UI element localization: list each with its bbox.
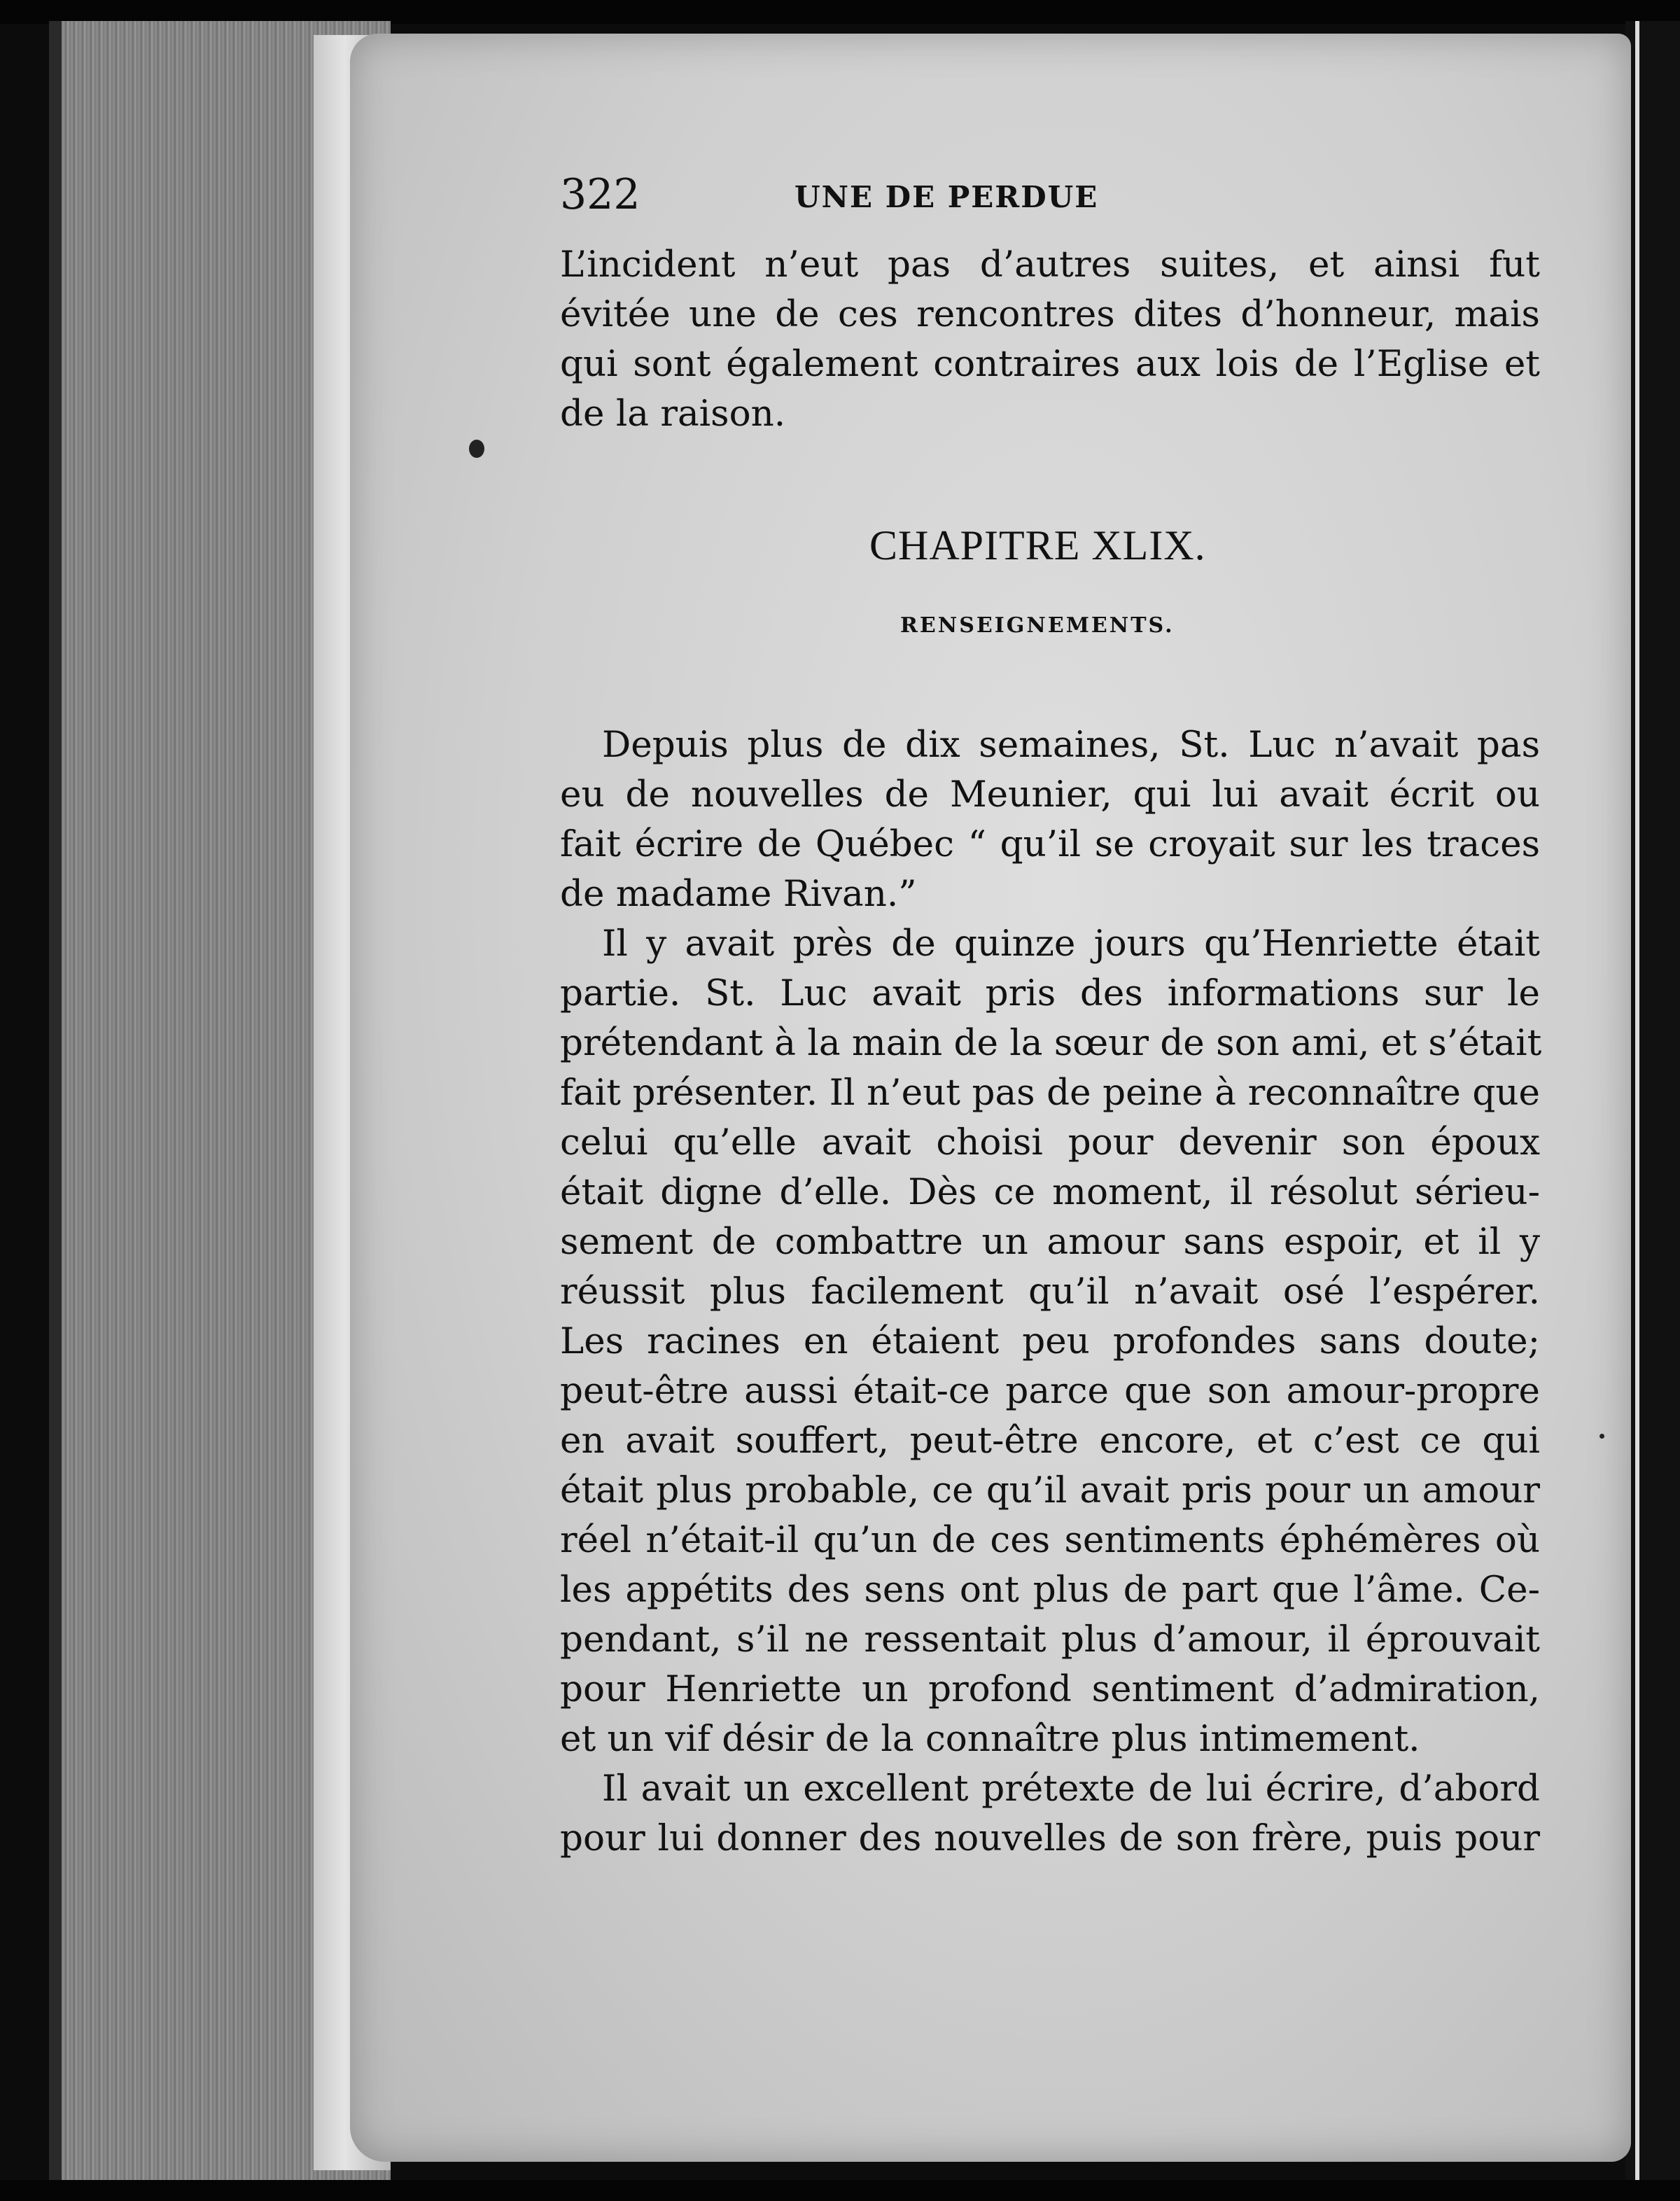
text-line: en avait souffert, peut-être encore, et c’est ce qui	[560, 1420, 1540, 1462]
text-line: de madame Rivan.”	[560, 873, 917, 915]
text-line: fait présenter. Il n’eut pas de peine à reconnaître que	[560, 1072, 1540, 1114]
paragraph-1	[560, 240, 1540, 439]
book-title: UNE DE PERDUE	[794, 180, 1099, 214]
text-line: les appétits des sens ont plus de part que l’âme. Ce-	[560, 1569, 1540, 1611]
book-fore-edge	[49, 21, 391, 2184]
ink-speck	[1600, 1434, 1604, 1439]
text-line: pendant, s’il ne ressentait plus d’amour, il éprouvait	[560, 1619, 1540, 1661]
text-line: était digne d’elle. Dès ce moment, il résolut sérieu-	[560, 1171, 1540, 1213]
text-line: L’incident n’eut pas d’autres suites, et ainsi fut	[560, 244, 1540, 286]
film-frame-bottom	[0, 2180, 1680, 2201]
text-line: fait écrire de Québec “ qu’il se croyait sur les traces	[560, 823, 1540, 865]
text-line: de la raison.	[560, 393, 786, 435]
text-line: prétendant à la main de la sœur de son ami, et s’était	[560, 1022, 1542, 1064]
text-block	[560, 170, 1540, 1864]
text-line: et un vif désir de la connaître plus intimement.	[560, 1718, 1420, 1760]
text-line: Les racines en étaient peu profondes sans doute;	[560, 1320, 1540, 1362]
text-line: réussit plus facilement qu’il n’avait osé l’espérer.	[560, 1271, 1540, 1313]
film-frame-right	[1625, 21, 1680, 2184]
paragraph-3	[560, 919, 1540, 1764]
book-page	[350, 34, 1631, 2162]
text-line: était plus probable, ce qu’il avait pris pour un amour	[560, 1469, 1540, 1511]
text-line: peut-être aussi était-ce parce que son amour-propre	[560, 1370, 1540, 1412]
text-line: évitée une de ces rencontres dites d’honneur, mais	[560, 293, 1540, 335]
running-head	[560, 170, 1540, 240]
paragraph-4	[560, 1764, 1540, 1864]
text-line: réel n’était-il qu’un de ces sentiments éphémères où	[560, 1519, 1540, 1561]
text-line: Il y avait près de quinze jours qu’Henriette était	[602, 923, 1540, 965]
film-frame-top	[0, 0, 1680, 24]
chapter-title: CHAPITRE XLIX.	[869, 522, 1206, 568]
text-line: sement de combattre un amour sans espoir, et il y	[560, 1221, 1540, 1263]
text-line: pour lui donner des nouvelles de son frère, puis pour	[560, 1817, 1540, 1859]
text-line: qui sont également contraires aux lois de l’Eglise et	[560, 343, 1540, 385]
text-line: partie. St. Luc avait pris des informations sur le	[560, 972, 1540, 1014]
text-line: Depuis plus de dix semaines, St. Luc n’avait pas	[602, 724, 1540, 766]
frame-rule	[1635, 21, 1639, 2184]
page-number: 322	[560, 170, 640, 219]
ink-speck	[469, 440, 484, 458]
chapter-subtitle: RENSEIGNEMENTS.	[900, 613, 1175, 638]
text-line: eu de nouvelles de Meunier, qui lui avait écrit ou	[560, 774, 1540, 816]
text-line: celui qu’elle avait choisi pour devenir son époux	[560, 1122, 1540, 1164]
text-line: pour Henriette un profond sentiment d’admiration,	[560, 1668, 1540, 1710]
text-line: Il avait un excellent prétexte de lui écrire, d’abord	[602, 1768, 1540, 1810]
paragraph-2	[560, 720, 1540, 919]
